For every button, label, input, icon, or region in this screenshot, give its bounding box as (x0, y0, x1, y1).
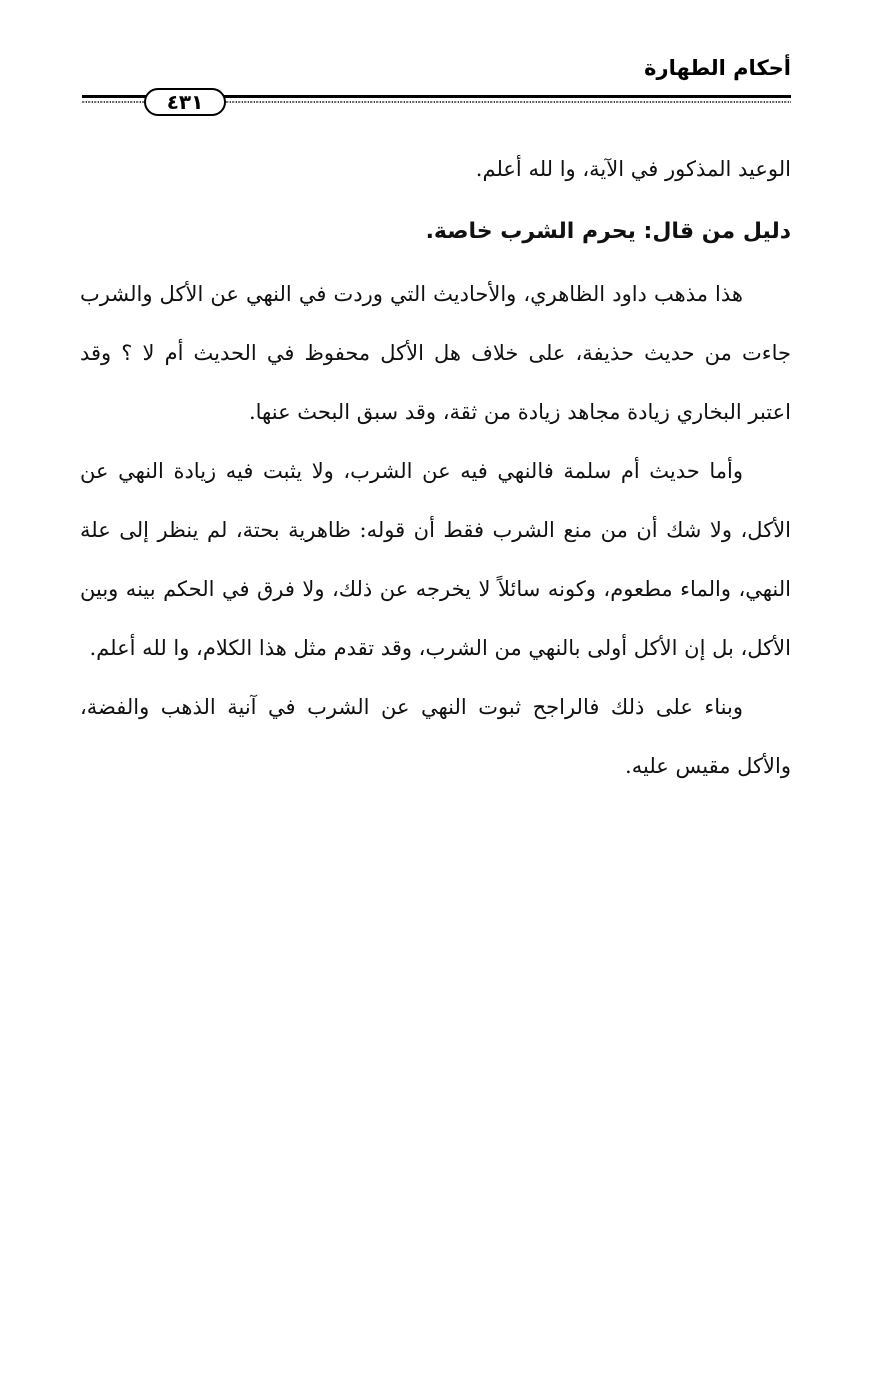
paragraph-1: هذا مذهب داود الظاهري، والأحاديث التي وردت في النهي عن الأكل والشرب جاءت من حديث حذيفة، على خلاف هل الأكل محفوظ في الحديث أم لا ؟ وقد اعتبر البخاري زيادة مجاهد زيادة من ثقة، وقد سبق البحث عنها. (80, 282, 791, 424)
page-number: ٤٣١ (144, 88, 226, 116)
running-header (82, 56, 791, 116)
page-body (80, 140, 791, 796)
paragraph-2: وأما حديث أم سلمة فالنهي فيه عن الشرب، ولا يثبت فيه زيادة النهي عن الأكل، ولا شك أن من منع الشرب فقط أن قوله: ظاهرية بحتة، لم ينظر إلى علة النهي، والماء مطعوم، وكونه سائلاً لا يخرجه عن ذلك، ولا فرق في الحكم بينه وبين الأكل، بل إن الأكل أولى بالنهي من الشرب، وقد تقدم مثل هذا الكلام، وا لله أعلم. (80, 459, 791, 660)
book-title: أحكام الطهارة (644, 56, 791, 80)
section-heading: دليل من قال: يحرم الشرب خاصة. (425, 219, 791, 244)
opening-line: الوعيد المذكور في الآية، وا لله أعلم. (475, 157, 791, 181)
paragraph-3: وبناء على ذلك فالراجح ثبوت النهي عن الشرب في آنية الذهب والفضة، والأكل مقيس عليه. (80, 695, 791, 778)
header-rule (82, 90, 791, 114)
